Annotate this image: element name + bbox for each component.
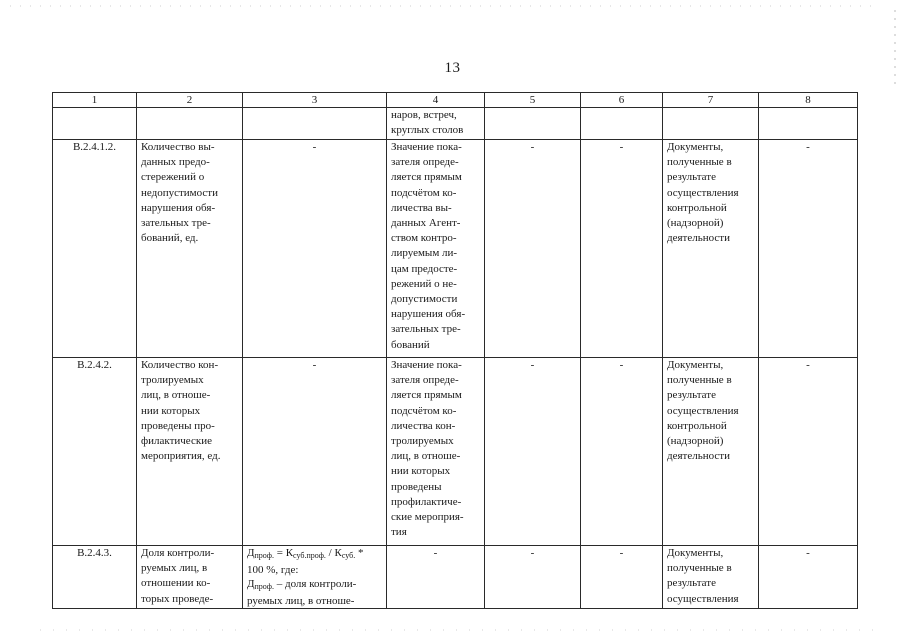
- header-col-4: 4: [387, 93, 485, 108]
- row-col6: -: [581, 546, 663, 609]
- row-name: Количество кон- тролируемых лиц, в отноше- нии которых проведены про- филактические мероприятия, ед.: [137, 358, 243, 546]
- row-col8: -: [759, 546, 858, 609]
- header-col-2: 2: [137, 93, 243, 108]
- row-code: В.2.4.3.: [53, 546, 137, 609]
- header-col-3: 3: [243, 93, 387, 108]
- row-method: Значение пока- зателя опреде- ляется прямым подсчётом ко- личества кон- тролируемых лиц, в отноше- нии которых проведены профилактиче- ские мероприя- тия: [387, 358, 485, 546]
- row-col8: -: [759, 358, 858, 546]
- row-method: Значение пока- зателя опреде- ляется прямым подсчётом ко- личества вы- данных Агент- ством контро- лируемым ли- цам предосте- режений о не- допустимости нарушения обя- зательных тре- бований: [387, 140, 485, 358]
- row-source: Документы, полученные в результате осуществления контрольной (надзорной) деятельности: [663, 358, 759, 546]
- row-name: Доля контроли- руемых лиц, в отношении ко- торых проведе-: [137, 546, 243, 609]
- row-col5: -: [485, 358, 581, 546]
- formula-line-3: $Д_{проф.}$ – доля контроли-: [247, 578, 357, 591]
- row-name: Количество вы- данных предо- стережений о недопустимости нарушения обя- зательных тре- бований, ед.: [137, 140, 243, 358]
- formula-line-2: 100 %, где:: [247, 564, 299, 576]
- row-col5: -: [485, 546, 581, 609]
- row-col6: -: [581, 140, 663, 358]
- header-col-6: 6: [581, 93, 663, 108]
- row-formula: [243, 546, 387, 609]
- header-col-1: 1: [53, 93, 137, 108]
- table-row: [53, 546, 858, 609]
- continued-method-cell: наров, встреч, круглых столов: [387, 108, 485, 140]
- formula-line-1: $Д_{проф.} = К_{суб.проф.} / К_{суб.}$ *: [247, 547, 364, 560]
- header-col-7: 7: [663, 93, 759, 108]
- formula-line-4: руемых лиц, в отноше-: [247, 595, 355, 607]
- row-col5: -: [485, 140, 581, 358]
- page-number: 13: [444, 60, 461, 76]
- header-row: [53, 93, 858, 108]
- header-col-8: 8: [759, 93, 858, 108]
- row-code: В.2.4.2.: [53, 358, 137, 546]
- row-formula: -: [243, 140, 387, 358]
- row-method: -: [387, 546, 485, 609]
- table-row: [53, 358, 858, 546]
- table-row: [53, 140, 858, 358]
- row-formula: -: [243, 358, 387, 546]
- row-col6: -: [581, 358, 663, 546]
- row-source: Документы, полученные в результате осуществления: [663, 546, 759, 609]
- header-col-5: 5: [485, 93, 581, 108]
- indicators-table: [52, 92, 858, 609]
- table-row-continued: [53, 108, 858, 140]
- row-source: Документы, полученные в результате осуществления контрольной (надзорной) деятельности: [663, 140, 759, 358]
- row-code: В.2.4.1.2.: [53, 140, 137, 358]
- row-col8: -: [759, 140, 858, 358]
